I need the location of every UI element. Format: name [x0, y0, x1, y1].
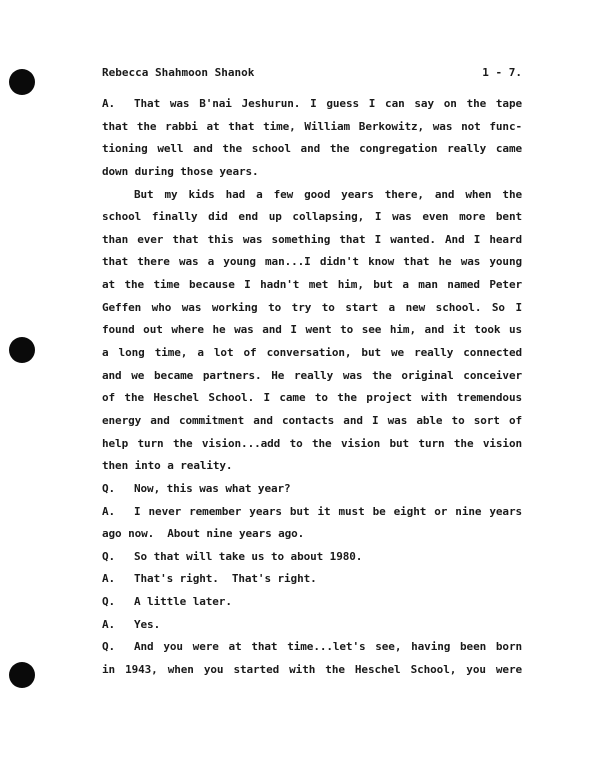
- transcript-line: [102, 617, 522, 640]
- speaker-label: A.: [102, 504, 116, 518]
- line-text: help turn the vision...add to the vision but turn the vision: [102, 436, 522, 450]
- line-text: school finally did end up collapsing, I was even more bent: [102, 210, 522, 224]
- transcript-line: [102, 436, 522, 459]
- speaker-label: Q.: [102, 481, 116, 495]
- line-text: and we became partners. He really was the original conceiver: [102, 368, 522, 382]
- transcript-line: [102, 187, 522, 210]
- line-text: energy and commitment and contacts and I was able to sort of: [102, 413, 522, 427]
- line-text: That was B'nai Jeshurun. I guess I can say on the tape: [134, 97, 522, 110]
- transcript-line: [102, 141, 522, 164]
- line-text: found out where he was and I went to see him, and it took us: [102, 323, 522, 337]
- line-text: then into a reality.: [102, 459, 233, 473]
- transcript-line: [102, 322, 522, 345]
- line-text: Geffen who was working to try to start a new school. So I: [102, 300, 522, 314]
- transcript-line: [102, 639, 522, 662]
- line-text: at the time because I hadn't met him, but a man named Peter: [102, 278, 522, 292]
- transcript-line: [102, 458, 522, 481]
- transcript-line: [102, 413, 522, 436]
- speaker-label: A.: [102, 572, 116, 586]
- line-text: And you were at that time...let's see, having been born: [134, 640, 522, 654]
- line-text: tioning well and the school and the congregation really came: [102, 142, 522, 156]
- line-text: that there was a young man...I didn't know that he was young: [102, 255, 522, 269]
- transcript-line: [102, 232, 522, 255]
- line-text: ago now. About nine years ago.: [102, 527, 305, 541]
- transcript-line: [102, 504, 522, 527]
- speaker-label: Q.: [102, 595, 116, 609]
- transcript-line: [102, 345, 522, 368]
- transcript-body: [102, 96, 522, 685]
- line-text: in 1943, when you started with the Heschel School, you were: [102, 663, 522, 677]
- page-header: [102, 66, 522, 82]
- speaker-label: A.: [102, 97, 116, 110]
- transcript-line: [102, 481, 522, 504]
- line-text: Yes.: [134, 617, 161, 631]
- transcript-line: [102, 277, 522, 300]
- transcript-line: [102, 209, 522, 232]
- interviewee-name: Rebecca Shahmoon Shanok: [102, 66, 255, 79]
- line-text: a long time, a lot of conversation, but we really connected: [102, 346, 522, 360]
- transcript-line: [102, 119, 522, 142]
- transcript-line: [102, 526, 522, 549]
- speaker-label: Q.: [102, 640, 116, 654]
- transcript-line: [102, 390, 522, 413]
- transcript-line: [102, 368, 522, 391]
- line-text: down during those years.: [102, 164, 259, 178]
- line-text: Now, this was what year?: [134, 481, 291, 495]
- transcript-line: [102, 300, 522, 323]
- line-text: of the Heschel School. I came to the project with tremendous: [102, 391, 522, 405]
- transcript-line: [102, 549, 522, 572]
- binder-hole-middle: [9, 337, 35, 363]
- line-text: That's right. That's right.: [134, 572, 317, 586]
- line-text: A little later.: [134, 595, 232, 609]
- transcript-line: [102, 571, 522, 594]
- line-text: So that will take us to about 1980.: [134, 549, 363, 563]
- binder-hole-bottom: [9, 662, 35, 688]
- line-text: I never remember years but it must be eight or nine years: [134, 504, 522, 518]
- binder-hole-top: [9, 69, 35, 95]
- speaker-label: A.: [102, 617, 116, 631]
- transcript-line: [102, 662, 522, 685]
- speaker-label: Q.: [102, 549, 116, 563]
- line-text: that the rabbi at that time, William Berkowitz, was not func-: [102, 119, 522, 133]
- transcript-line: [102, 594, 522, 617]
- transcript-line: [102, 96, 522, 119]
- line-text: than ever that this was something that I wanted. And I heard: [102, 232, 522, 246]
- transcript-line: [102, 164, 522, 187]
- transcript-line: [102, 254, 522, 277]
- page-number: 1 - 7.: [482, 66, 522, 79]
- line-text: But my kids had a few good years there, and when the: [134, 187, 522, 201]
